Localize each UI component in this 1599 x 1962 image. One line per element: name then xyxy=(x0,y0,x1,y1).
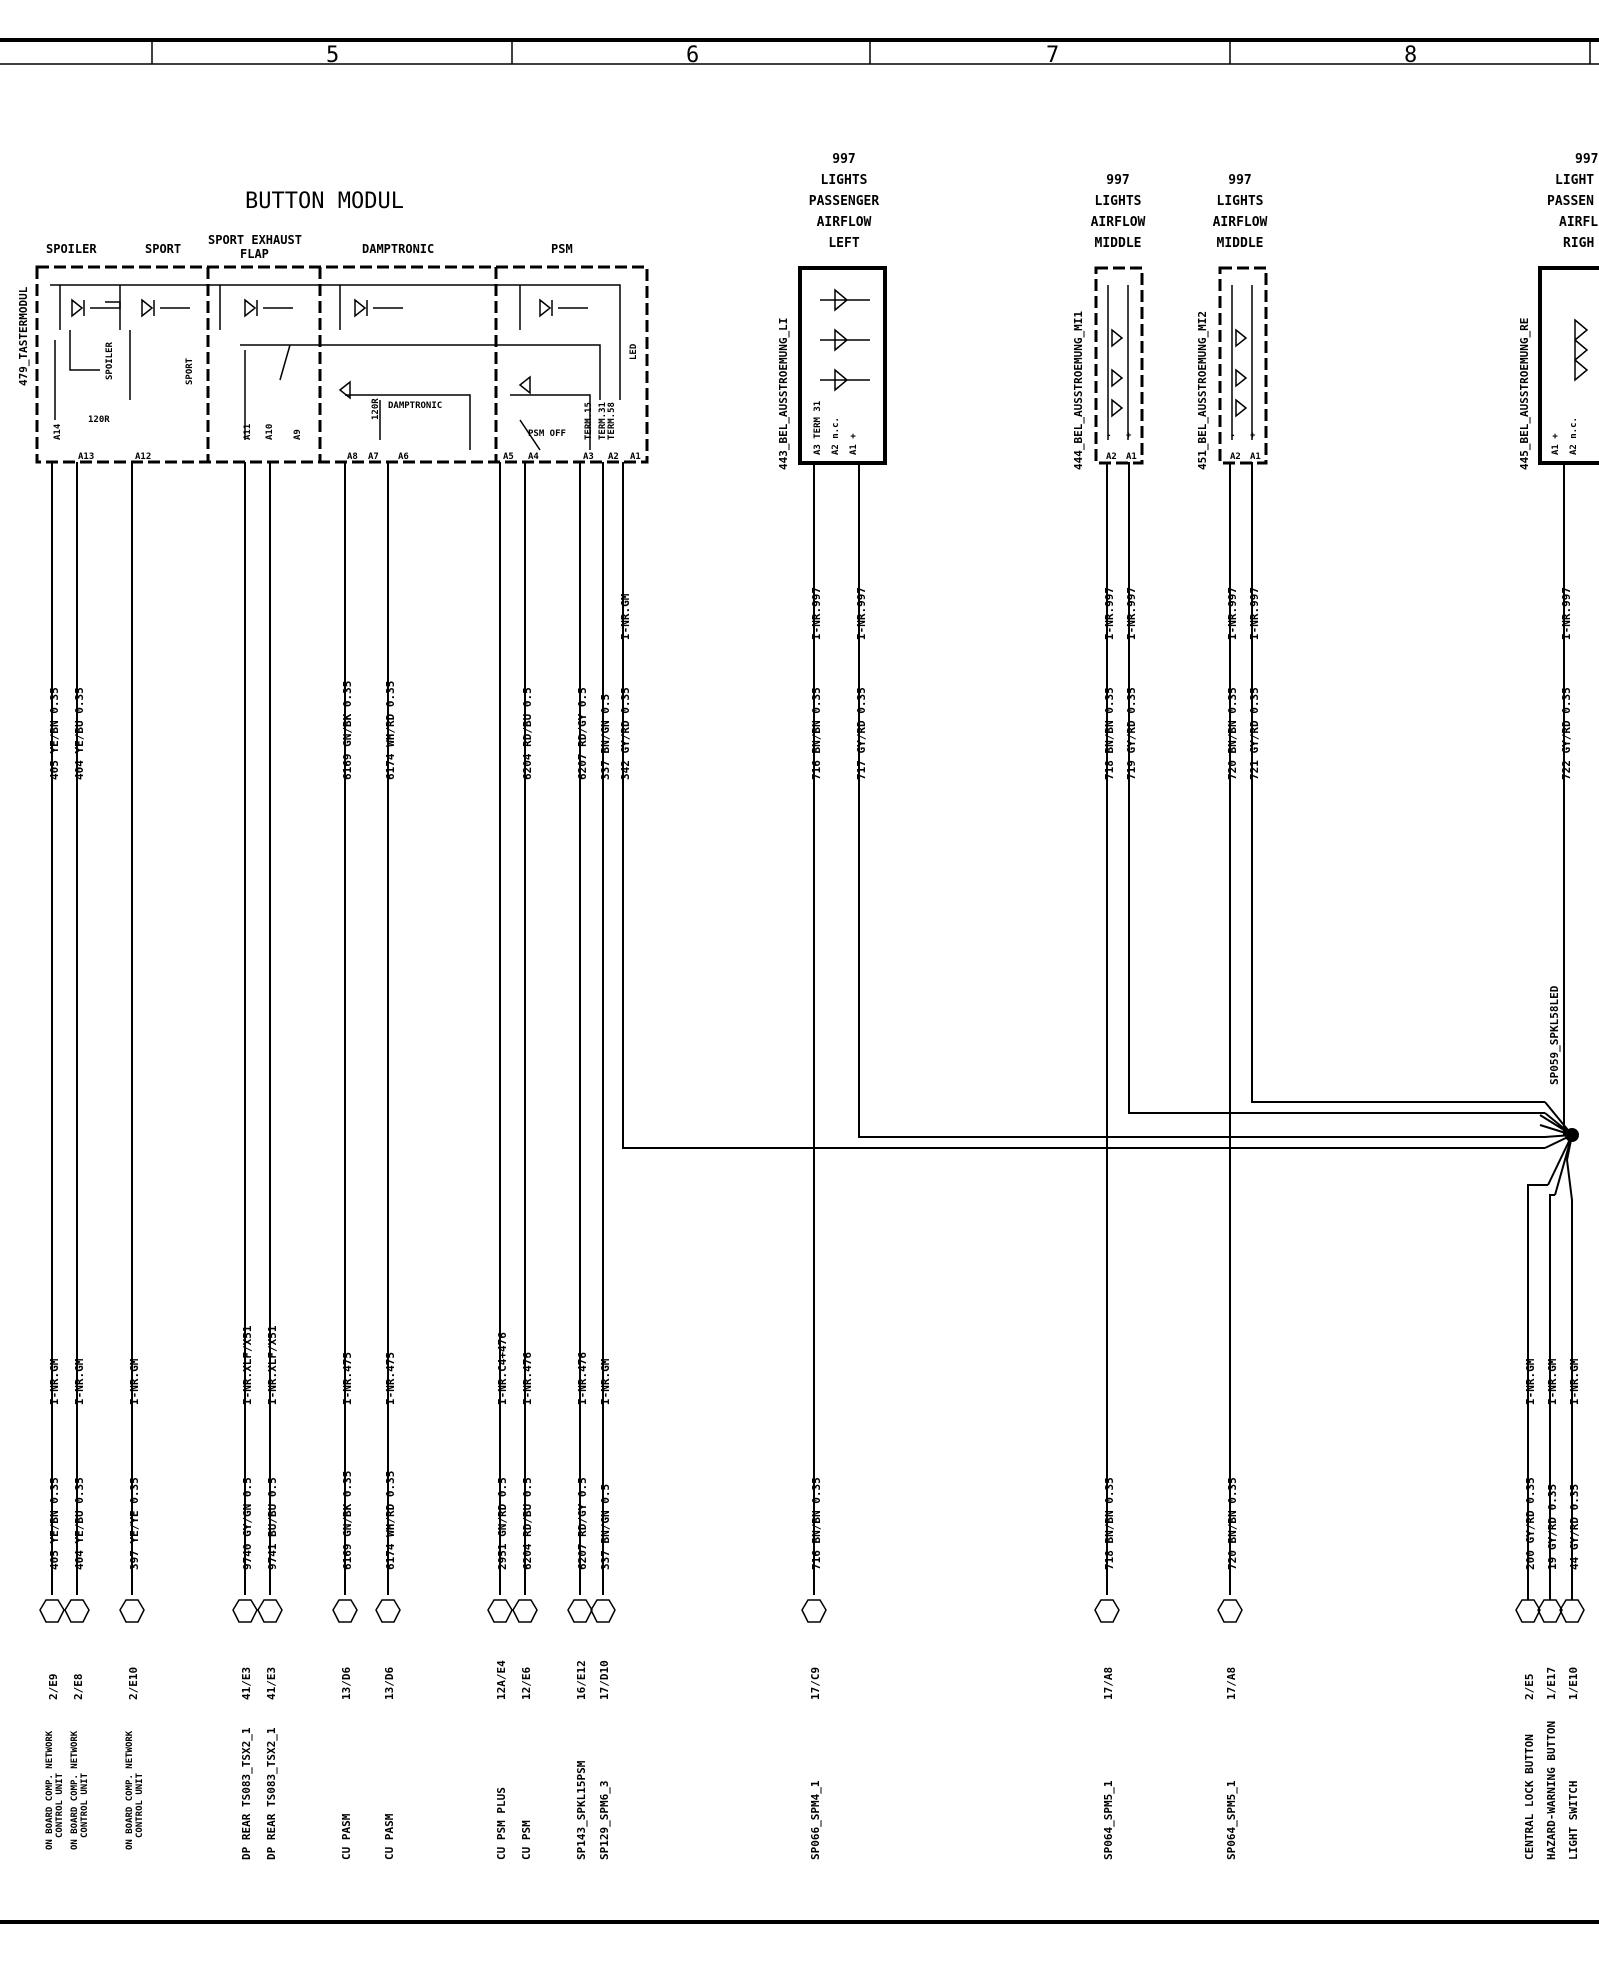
connector-destination: LIGHT SWITCH xyxy=(1567,1780,1580,1860)
lower-wire-label: 405 YE/BN 0.35 xyxy=(48,1477,61,1570)
connector-ref: 17/A8 xyxy=(1102,1666,1115,1700)
component-pin: A1 + xyxy=(1551,433,1561,455)
component-title-line: PASSENGER xyxy=(808,194,880,209)
component-pin: A3 TERM 31 xyxy=(813,400,823,455)
grid-column-6: 6 xyxy=(686,43,700,68)
lower-wire-tag: I-NR.XLF/X51 xyxy=(241,1325,254,1405)
connector-destination: SP064_SPM5_1 xyxy=(1102,1780,1115,1860)
inner-label-led: LED xyxy=(629,343,639,360)
connector-icon xyxy=(333,1600,357,1622)
upper-wire-label: 721 GY/RD 0.35 xyxy=(1248,687,1261,780)
pin-a2: A2 xyxy=(608,452,619,462)
lower-wire-tag: I-NR.GM xyxy=(73,1358,86,1405)
upper-wire-label: 722 GY/RD 0.35 xyxy=(1560,687,1573,780)
connector-ref: 16/E12 xyxy=(575,1660,588,1700)
inner-label-psm-off: PSM OFF xyxy=(528,429,566,439)
component-id: 444_BEL_AUSSTROEMUNG_MI1 xyxy=(1072,311,1085,470)
connector-ref: 1/E10 xyxy=(1567,1666,1580,1700)
component-title-line: PASSEN xyxy=(1547,194,1594,209)
lower-wire-labels xyxy=(40,1325,1584,1860)
connector-icon xyxy=(591,1600,615,1622)
component-title-line: MIDDLE xyxy=(1094,236,1142,251)
connector-destination: HAZARD-WARNING BUTTON xyxy=(1545,1720,1558,1860)
pin-a1: A1 xyxy=(630,452,641,462)
connector-icon xyxy=(488,1600,512,1622)
pin-a8: A8 xyxy=(347,452,358,462)
upper-wire-label: 6169 GN/BK 0.35 xyxy=(341,680,354,780)
upper-wire-tag: I-NR.997 xyxy=(1226,587,1239,640)
lower-wire-tag: I-NR.XLF/X51 xyxy=(266,1325,279,1405)
connector-destination: CU PSM PLUS xyxy=(495,1787,508,1860)
connector-icon xyxy=(568,1600,592,1622)
upper-wire-label: 404 YE/BU 0.35 xyxy=(73,687,86,780)
lower-wire-label: 6169 GN/BK 0.35 xyxy=(341,1470,354,1570)
pin-a4: A4 xyxy=(528,452,539,462)
connector-ref: 17/C9 xyxy=(809,1666,822,1700)
upper-wire-tag: I-NR.997 xyxy=(1560,587,1573,640)
connector-destination: ON BOARD COMP. NETWORK xyxy=(45,1730,55,1850)
button-module-id: 479_TASTERMODUL xyxy=(17,286,30,386)
button-module-title: BUTTON MODUL xyxy=(245,189,404,214)
lower-wire-label: 404 YE/BU 0.35 xyxy=(73,1477,86,1570)
connector-ref: 2/E5 xyxy=(1523,1673,1536,1700)
component-pin: - xyxy=(1106,431,1112,441)
lower-wire-tag: I-NR.C4+476 xyxy=(496,1332,509,1405)
lower-wire-label: 6204 RD/BU 0.5 xyxy=(521,1477,534,1570)
connector-destination: CONTROL UNIT xyxy=(135,1772,145,1838)
component-title-line: AIRFLOW xyxy=(816,215,872,230)
upper-wire-tag: I-NR.997 xyxy=(1125,587,1138,640)
connector-icon xyxy=(65,1600,89,1622)
lower-wire-label: 9740 GY/GN 0.5 xyxy=(241,1477,254,1570)
connector-icon xyxy=(258,1600,282,1622)
component-title-line: LIGHTS xyxy=(820,173,868,188)
lower-wire-label: 716 BN/BN 0.35 xyxy=(810,1477,823,1570)
pin-a10: A10 xyxy=(265,423,275,440)
component-pin: A2 n.c. xyxy=(831,417,841,455)
lower-wire-tag: I-NR.GM xyxy=(599,1358,612,1405)
lower-wire-tag: I-NR.GM xyxy=(1568,1358,1581,1405)
grid-column-8: 8 xyxy=(1404,43,1418,68)
connector-icon xyxy=(40,1600,64,1622)
pin-a11: A11 xyxy=(243,423,253,440)
connector-icon xyxy=(1218,1600,1242,1622)
connector-ref: 17/D10 xyxy=(598,1660,611,1700)
lower-wire-tag: I-NR.475 xyxy=(341,1352,354,1405)
grid-column-5: 5 xyxy=(326,43,340,68)
connector-destination: CONTROL UNIT xyxy=(55,1772,65,1838)
connector-destination: SP143_SPKL15PSM xyxy=(575,1760,588,1860)
upper-wire-label: 405 YE/BN 0.35 xyxy=(48,687,61,780)
component-title-line: LIGHTS xyxy=(1216,194,1264,209)
lower-wire-tag: I-NR.475 xyxy=(384,1352,397,1405)
group-label-spoiler: SPOILER xyxy=(46,242,97,256)
component-title-line: AIRFL xyxy=(1559,215,1599,230)
connector-icon xyxy=(376,1600,400,1622)
upper-wire-label: 718 BN/BN 0.35 xyxy=(1103,687,1116,780)
connector-destination: DP REAR TS083_TSX2_1 xyxy=(240,1727,253,1860)
connector-ref: 13/D6 xyxy=(383,1666,396,1700)
connector-destination: DP REAR TS083_TSX2_1 xyxy=(265,1727,278,1860)
lower-wire-label: 718 BN/BN 0.35 xyxy=(1103,1477,1116,1570)
upper-wire-tag: I-NR.997 xyxy=(855,587,868,640)
component-title-line: LEFT xyxy=(828,236,860,251)
lower-wire-label: 2951 GN/RD 0.5 xyxy=(496,1477,509,1570)
pin-a3: A3 xyxy=(583,452,594,462)
lower-wire-label: 720 BN/BN 0.35 xyxy=(1226,1477,1239,1570)
inner-label-sport: SPORT xyxy=(185,357,195,385)
lower-wire-label: 9741 BU/BU 0.5 xyxy=(266,1477,279,1570)
component-pin: A1 xyxy=(1250,452,1261,462)
connector-destination: CENTRAL LOCK BUTTON xyxy=(1523,1734,1536,1860)
connector-destination: CONTROL UNIT xyxy=(80,1772,90,1838)
pin-a5: A5 xyxy=(503,452,514,462)
inner-label-term58: TERM.58 xyxy=(607,402,617,440)
connector-ref: 1/E17 xyxy=(1545,1666,1558,1700)
splice-label: SP059_SPKL58LED xyxy=(1548,985,1561,1085)
connector-ref: 2/E8 xyxy=(72,1673,85,1700)
pin-a13: A13 xyxy=(78,452,95,462)
lower-wire-label: 44 GY/RD 0.35 xyxy=(1568,1483,1581,1570)
component-pin: A1 xyxy=(1126,452,1137,462)
group-label-damptronic: DAMPTRONIC xyxy=(362,242,435,256)
component-airflow-middle-1 xyxy=(1072,173,1146,470)
upper-wire-tag: I-NR.GM xyxy=(619,593,632,640)
connector-ref: 2/E9 xyxy=(47,1673,60,1700)
upper-wire-label: 717 GY/RD 0.35 xyxy=(855,687,868,780)
connector-destination: SP064_SPM5_1 xyxy=(1225,1780,1238,1860)
lower-wire-tag: I-NR.GM xyxy=(1546,1358,1559,1405)
connector-icon xyxy=(1560,1600,1584,1622)
pin-a7: A7 xyxy=(368,452,379,462)
inner-label-term15: TERM.15 xyxy=(584,402,594,440)
lower-wire-label: 19 GY/RD 0.35 xyxy=(1546,1483,1559,1570)
component-pin: - xyxy=(1230,431,1236,441)
upper-wire-label: 337 BN/GN 0.5 xyxy=(599,693,612,780)
connector-ref: 41/E3 xyxy=(240,1666,253,1700)
component-title-line: LIGHT xyxy=(1555,173,1595,188)
group-label-sport-exhaust: SPORT EXHAUST xyxy=(208,233,302,247)
lower-wire-label: 337 BN/GN 0.5 xyxy=(599,1483,612,1570)
grid-header xyxy=(0,40,1599,68)
group-label-sport: SPORT xyxy=(145,242,182,256)
component-id: 443_BEL_AUSSTROEMUNG_LI xyxy=(777,317,790,470)
connector-icon xyxy=(233,1600,257,1622)
connector-destination: CU PASM xyxy=(383,1813,396,1860)
component-airflow-right xyxy=(1518,152,1599,470)
pin-a12: A12 xyxy=(135,452,152,462)
connector-icon xyxy=(1516,1600,1540,1622)
connector-icon xyxy=(1538,1600,1562,1622)
group-label-psm: PSM xyxy=(551,242,573,256)
component-title-line: 997 xyxy=(1106,173,1130,188)
component-id: 451_BEL_AUSSTROEMUNG_MI2 xyxy=(1196,311,1209,470)
component-pin: A2 xyxy=(1106,452,1117,462)
upper-wire-label: 6207 RD/GY 0.5 xyxy=(576,687,589,780)
inner-label-damptronic: DAMPTRONIC xyxy=(388,401,443,411)
upper-wire-tag: I-NR.997 xyxy=(1248,587,1261,640)
component-title-line: 997 xyxy=(832,152,856,167)
connector-destination: SP066_SPM4_1 xyxy=(809,1780,822,1860)
lower-wire-label: 200 GY/RD 0.35 xyxy=(1524,1477,1537,1570)
connector-ref: 2/E10 xyxy=(127,1666,140,1700)
led-symbols xyxy=(72,300,588,398)
upper-wire-label: 720 BN/BN 0.35 xyxy=(1226,687,1239,780)
component-airflow-middle-2 xyxy=(1196,173,1268,470)
upper-wire-labels xyxy=(48,587,1573,780)
pin-a6: A6 xyxy=(398,452,409,462)
upper-wire-label: 6174 WH/RD 0.35 xyxy=(384,680,397,780)
group-label-flap: FLAP xyxy=(240,247,269,261)
lower-wire-tag: I-NR.GM xyxy=(128,1358,141,1405)
lower-wire-tag: I-NR.476 xyxy=(521,1352,534,1405)
lower-wire-tag: I-NR.GM xyxy=(48,1358,61,1405)
connector-ref: 12A/E4 xyxy=(495,1660,508,1700)
connector-ref: 17/A8 xyxy=(1225,1666,1238,1700)
component-title-line: LIGHTS xyxy=(1094,194,1142,209)
connector-icon xyxy=(120,1600,144,1622)
connector-destination: ON BOARD COMP. NETWORK xyxy=(70,1730,80,1850)
upper-wire-label: 716 BN/BN 0.35 xyxy=(810,687,823,780)
component-pin: A1 + xyxy=(849,433,859,455)
component-id: 445_BEL_AUSSTROEMUNG_RE xyxy=(1518,317,1531,470)
component-pin: + xyxy=(1250,431,1256,441)
upper-wire-label: 719 GY/RD 0.35 xyxy=(1125,687,1138,780)
inner-label-spoiler: SPOILER xyxy=(105,342,115,380)
lower-wire-label: 6174 WH/RD 0.35 xyxy=(384,1470,397,1570)
upper-wire-tag: I-NR.997 xyxy=(1103,587,1116,640)
lower-wire-label: 397 YE/YE 0.35 xyxy=(128,1477,141,1570)
component-airflow-left xyxy=(777,152,885,470)
component-title-line: MIDDLE xyxy=(1216,236,1264,251)
upper-wire-label: 6204 RD/BU 0.5 xyxy=(521,687,534,780)
connector-destination: ON BOARD COMP. NETWORK xyxy=(125,1730,135,1850)
connector-icon xyxy=(1095,1600,1119,1622)
component-pin: A2 xyxy=(1230,452,1241,462)
connector-ref: 41/E3 xyxy=(265,1666,278,1700)
inner-label-term31: TERM.31 xyxy=(598,402,608,440)
lower-wire-tag: I-NR.GM xyxy=(1524,1358,1537,1405)
lower-wire-tag: I-NR.476 xyxy=(576,1352,589,1405)
component-title-line: 997 xyxy=(1575,152,1599,167)
lower-wire-label: 6207 RD/GY 0.5 xyxy=(576,1477,589,1570)
component-pin: + xyxy=(1126,431,1132,441)
connector-destination: CU PSM xyxy=(520,1820,533,1860)
inner-label-120r-b: 120R xyxy=(371,398,381,420)
connector-ref: 13/D6 xyxy=(340,1666,353,1700)
inner-label-120r-a: 120R xyxy=(88,415,110,425)
connector-destination: SP129_SPM6_3 xyxy=(598,1780,611,1860)
upper-wire-label: 342 GY/RD 0.35 xyxy=(619,687,632,780)
connector-ref: 12/E6 xyxy=(520,1666,533,1700)
component-title-line: AIRFLOW xyxy=(1212,215,1268,230)
component-title-line: RIGH xyxy=(1563,236,1595,251)
component-title-line: 997 xyxy=(1228,173,1252,188)
component-title-line: AIRFLOW xyxy=(1090,215,1146,230)
pin-a14: A14 xyxy=(53,423,63,440)
grid-column-7: 7 xyxy=(1046,43,1060,68)
upper-wire-tag: I-NR.997 xyxy=(810,587,823,640)
connector-icon xyxy=(802,1600,826,1622)
component-pin: A2 n.c. xyxy=(1569,417,1579,455)
button-module xyxy=(17,189,647,462)
connector-destination: CU PASM xyxy=(340,1813,353,1860)
connector-icon xyxy=(513,1600,537,1622)
pin-a9: A9 xyxy=(293,429,303,440)
